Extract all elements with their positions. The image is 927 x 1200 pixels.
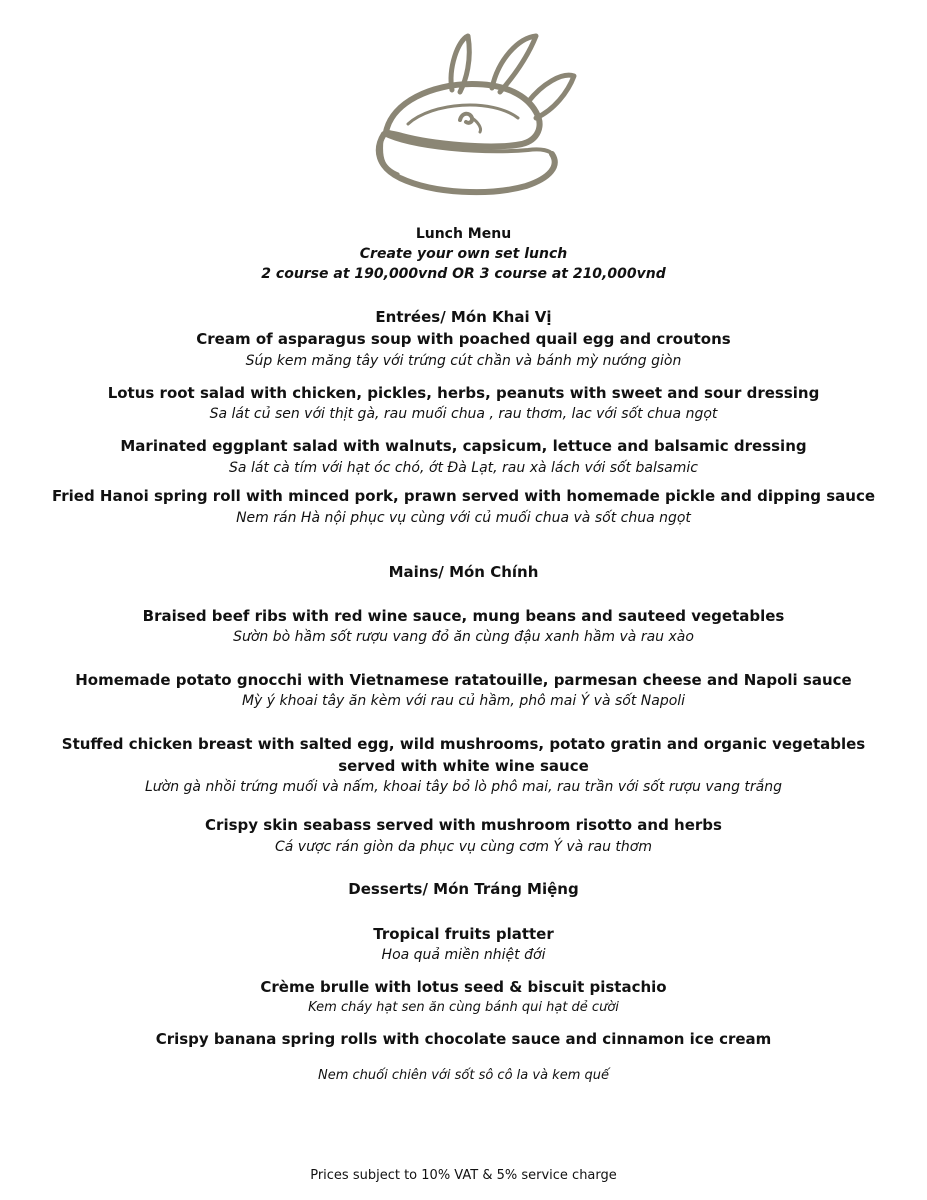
dish-translation: Sa lát cà tím với hạt óc chó, ớt Đà Lạt, rau xà lách với sốt balsamic: [229, 460, 698, 476]
dish-translation: Nem chuối chiên với sốt sô cô la và kem quế: [318, 1068, 609, 1083]
dish-translation: Kem cháy hạt sen ăn cùng bánh qui hạt dẻ cười: [308, 1000, 619, 1015]
dish-translation: Súp kem măng tây với trứng cút chần và bánh mỳ nướng giòn: [245, 353, 682, 369]
dish-name: Fried Hanoi spring roll with minced pork, prawn served with homemade pickle and dipping sauce: [51, 487, 876, 505]
dish-name: Homemade potato gnocchi with Vietnamese ratatouille, parmesan cheese and Napoli sauce: [75, 671, 852, 689]
menu-price-line: 2 course at 190,000vnd OR 3 course at 210,000vnd: [261, 266, 666, 282]
menu-title: Lunch Menu: [415, 226, 512, 242]
section-title-desserts: Desserts/ Món Tráng Miệng: [348, 880, 579, 898]
dish-translation: Cá vược rán giòn da phục vụ cùng cơm Ý và rau thơm: [275, 839, 652, 855]
menu-subtitle: Create your own set lunch: [359, 246, 568, 262]
dish-translation: Sườn bò hầm sốt rượu vang đỏ ăn cùng đậu xanh hầm và rau xào: [233, 629, 694, 645]
dish-name: Crème brulle with lotus seed & biscuit pistachio: [260, 978, 667, 996]
dish-translation: Nem rán Hà nội phục vụ cùng với củ muối chua và sốt chua ngọt: [236, 510, 691, 526]
dish-translation: Lườn gà nhồi trứng muối và nấm, khoai tây bỏ lò phô mai, rau trần với sốt rượu vang trắng: [144, 779, 782, 795]
section-title-mains: Mains/ Món Chính: [388, 563, 539, 581]
dish-translation: Mỳ ý khoai tây ăn kèm với rau củ hầm, phô mai Ý và sốt Napoli: [241, 693, 686, 709]
dish-name: Crispy banana spring rolls with chocolate sauce and cinnamon ice cream: [155, 1030, 772, 1048]
dish-name: Stuffed chicken breast with salted egg, wild mushrooms, potato gratin and organic vegetables: [61, 735, 866, 753]
dish-translation: Hoa quả miền nhiệt đới: [381, 947, 546, 963]
logo-bowl-icon: [322, 32, 616, 222]
dish-name: Crispy skin seabass served with mushroom risotto and herbs: [205, 816, 722, 834]
dish-name: Tropical fruits platter: [373, 925, 554, 943]
dish-name: Cream of asparagus soup with poached quail egg and croutons: [196, 330, 731, 348]
dish-name: Marinated eggplant salad with walnuts, capsicum, lettuce and balsamic dressing: [120, 437, 807, 455]
dish-name-continued: served with white wine sauce: [338, 757, 589, 775]
dish-translation: Sa lát củ sen với thịt gà, rau muối chua , rau thơm, lac với sốt chua ngọt: [209, 406, 718, 422]
dish-name: Braised beef ribs with red wine sauce, mung beans and sauteed vegetables: [142, 607, 785, 625]
dish-name: Lotus root salad with chicken, pickles, herbs, peanuts with sweet and sour dressing: [107, 384, 820, 402]
price-note: Prices subject to 10% VAT & 5% service charge: [310, 1168, 617, 1183]
section-title-entrees: Entrées/ Món Khai Vị: [375, 308, 552, 326]
